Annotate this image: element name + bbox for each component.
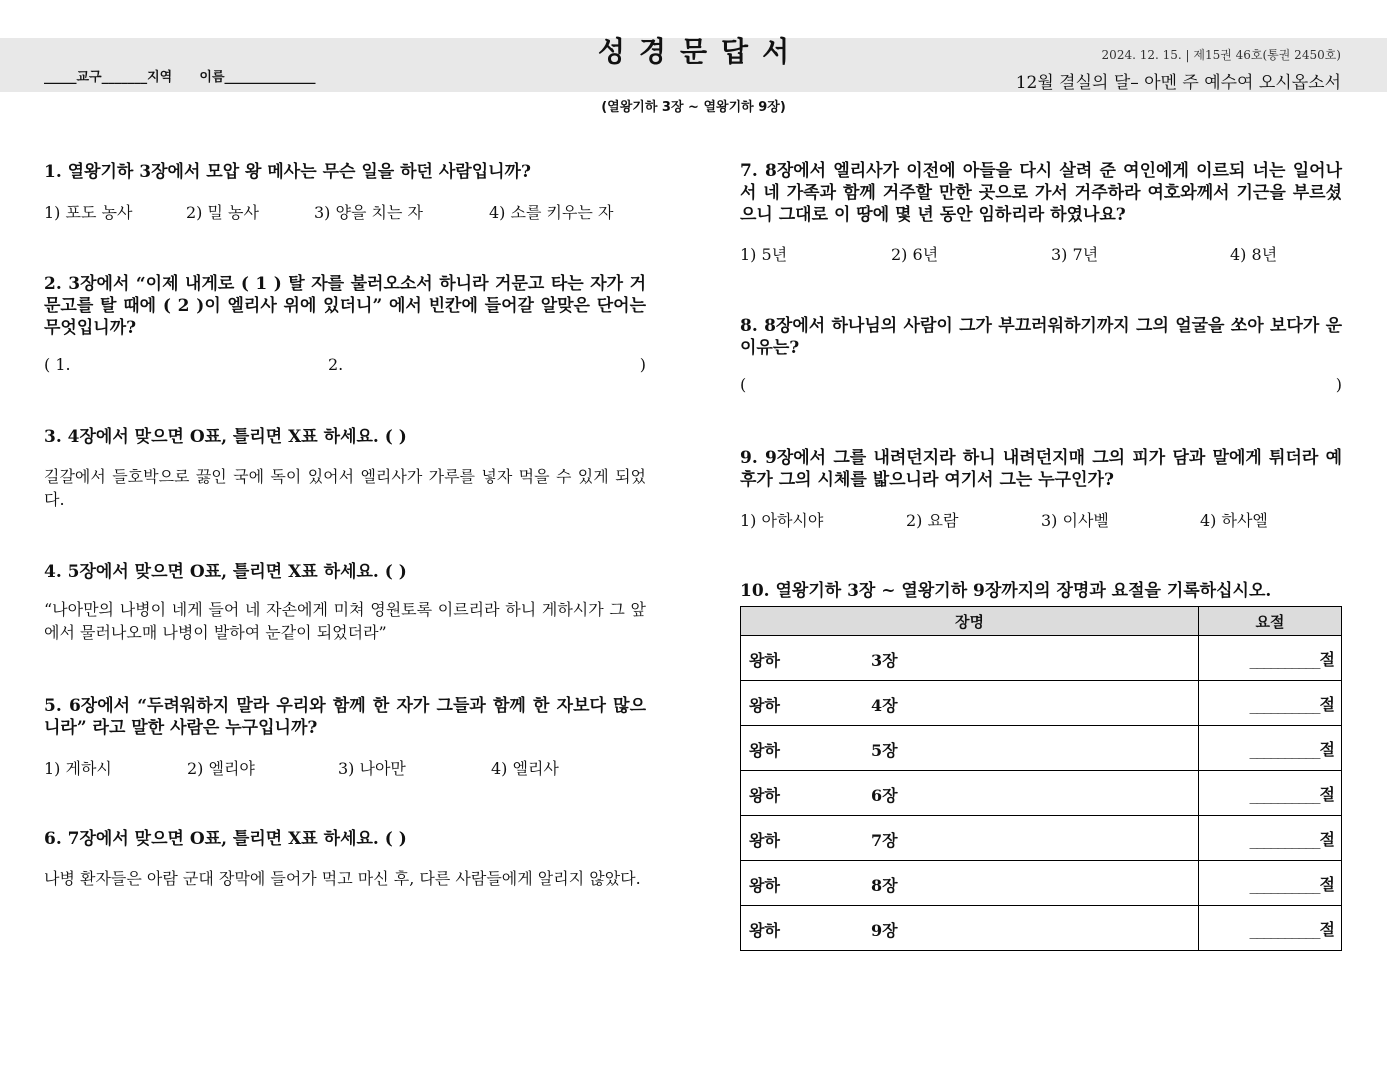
q1-option-3[interactable]: 3) 양을 치는 자 [314,203,423,222]
question-3: 3. 4장에서 맞으면 O표, 틀리면 X표 하세요. ( ) [44,427,407,447]
q7-option-3[interactable]: 3) 7년 [1051,245,1099,264]
page-title: 성경문답서 [597,35,804,68]
verse-blank: __________ [1249,829,1320,849]
verse-field[interactable] [1199,906,1342,951]
question-1: 1. 열왕기하 3장에서 모압 왕 메사는 무슨 일을 하던 사람입니까? [44,162,531,182]
q1-option-1[interactable]: 1) 포도 농사 [44,203,133,222]
row-chapter: 9장 [871,921,898,940]
verse-field[interactable] [1199,771,1342,816]
verse-blank: __________ [1249,784,1320,804]
row-chapter: 4장 [871,696,898,715]
row-chapter: 5장 [871,741,898,760]
verse-suffix: 절 [1319,739,1335,759]
verse-field[interactable] [1199,636,1342,681]
question-8-answer[interactable] [740,375,1342,397]
chapter-verse-table [740,606,1342,951]
row-book: 왕하 [749,921,780,940]
verse-suffix: 절 [1319,649,1335,669]
q7-option-2[interactable]: 2) 6년 [891,245,939,264]
row-book: 왕하 [749,696,780,715]
table-row [741,771,1342,816]
q9-option-3[interactable]: 3) 이사벨 [1041,511,1109,530]
q8-answer-open: ( [740,375,747,394]
row-book: 왕하 [749,651,780,670]
verse-suffix: 절 [1319,694,1335,714]
q5-option-2[interactable]: 2) 엘리야 [187,759,255,778]
name-fields: _____교구_______지역 이름______________ [44,70,316,85]
question-7-options [740,242,1342,264]
q5-option-1[interactable]: 1) 게하시 [44,759,112,778]
verse-field[interactable] [1199,681,1342,726]
verse-blank: __________ [1249,874,1320,894]
table-row [741,726,1342,771]
verse-suffix: 절 [1319,874,1335,894]
question-2: 2. 3장에서 “이제 내게로 ( 1 ) 탈 자를 불러오소서 하니라 거문고 타는 자가 거문고를 탈 때에 ( 2 )이 엘리사 위에 있더니” 에서 빈칸에 들어갈 알맞은 단어는 무엇입니까? [44,274,646,338]
verse-blank: __________ [1249,649,1320,669]
verse-blank: __________ [1249,739,1320,759]
q9-option-4[interactable]: 4) 하사엘 [1200,511,1268,530]
col-verse-header: 요절 [1199,607,1342,636]
q7-option-4[interactable]: 4) 8년 [1230,245,1278,264]
question-1-options [44,200,646,222]
monthly-theme: 12월 결실의 달– 아멘 주 예수여 오시옵소서 [1015,73,1341,93]
row-book: 왕하 [749,741,780,760]
issue-info: 2024. 12. 15. | 제15권 46호(통권 2450호) [1101,48,1341,62]
q2-answer-mid: 2. [328,355,344,374]
question-7: 7. 8장에서 엘리사가 이전에 아들을 다시 살려 준 여인에게 이르되 너는 일어나서 네 가족과 함께 거주할 만한 곳으로 가서 거주하라 여호와께서 기근을 부르셨으니 그대로 이 땅에 몇 년 동안 임하리라 하였나요? [740,161,1342,225]
question-10: 10. 열왕기하 3장 ~ 열왕기하 9장까지의 장명과 요절을 기록하십시오. [740,581,1272,601]
row-book: 왕하 [749,786,780,805]
q2-answer-close: ) [639,355,646,374]
question-8: 8. 8장에서 하나님의 사람이 그가 부끄러워하기까지 그의 얼굴을 쏘아 보다가 운 이유는? [740,316,1342,358]
verse-blank: __________ [1249,919,1320,939]
verse-field[interactable] [1199,816,1342,861]
question-4: 4. 5장에서 맞으면 O표, 틀리면 X표 하세요. ( ) [44,562,407,582]
col-chapter-header: 장명 [741,607,1199,636]
question-2-answer[interactable] [44,355,646,377]
scripture-range: (열왕기하 3장 ~ 열왕기하 9장) [601,100,786,115]
q5-option-4[interactable]: 4) 엘리사 [491,759,559,778]
verse-blank: __________ [1249,694,1320,714]
table-row [741,816,1342,861]
question-9-options [740,508,1342,530]
row-chapter: 3장 [871,651,898,670]
question-9: 9. 9장에서 그를 내려던지라 하니 내려던지매 그의 피가 담과 말에게 튀더라 예후가 그의 시체를 밟으니라 여기서 그는 누구인가? [740,448,1342,490]
table-row [741,636,1342,681]
q1-option-4[interactable]: 4) 소를 키우는 자 [489,203,614,222]
q9-option-1[interactable]: 1) 아하시야 [740,511,824,530]
q5-option-3[interactable]: 3) 나아만 [338,759,406,778]
question-6: 6. 7장에서 맞으면 O표, 틀리면 X표 하세요. ( ) [44,829,407,849]
row-book: 왕하 [749,876,780,895]
row-chapter: 6장 [871,786,898,805]
verse-suffix: 절 [1319,829,1335,849]
table-row [741,861,1342,906]
row-book: 왕하 [749,831,780,850]
q2-answer-open: ( 1. [44,355,71,374]
q8-answer-close: ) [1335,375,1342,394]
q9-option-2[interactable]: 2) 요람 [906,511,959,530]
row-chapter: 7장 [871,831,898,850]
question-5-options [44,756,646,778]
question-3-statement: 길갈에서 들호박으로 끓인 국에 독이 있어서 엘리사가 가루를 넣자 먹을 수 있게 되었다. [44,467,646,509]
verse-suffix: 절 [1319,784,1335,804]
table-row [741,681,1342,726]
verse-field[interactable] [1199,726,1342,771]
table-row [741,906,1342,951]
verse-field[interactable] [1199,861,1342,906]
row-chapter: 8장 [871,876,898,895]
question-4-statement: “나아만의 나병이 네게 들어 네 자손에게 미쳐 영원토록 이르리라 하니 게하시가 그 앞에서 물러나오매 나병이 발하여 눈같이 되었더라” [44,600,646,642]
q1-option-2[interactable]: 2) 밀 농사 [186,203,259,222]
verse-suffix: 절 [1319,919,1335,939]
question-6-statement: 나병 환자들은 아람 군대 장막에 들어가 먹고 마신 후, 다른 사람들에게 알리지 않았다. [44,869,641,888]
q7-option-1[interactable]: 1) 5년 [740,245,788,264]
question-5: 5. 6장에서 “두려워하지 말라 우리와 함께 한 자가 그들과 함께 한 자보다 많으니라” 라고 말한 사람은 누구입니까? [44,696,646,738]
